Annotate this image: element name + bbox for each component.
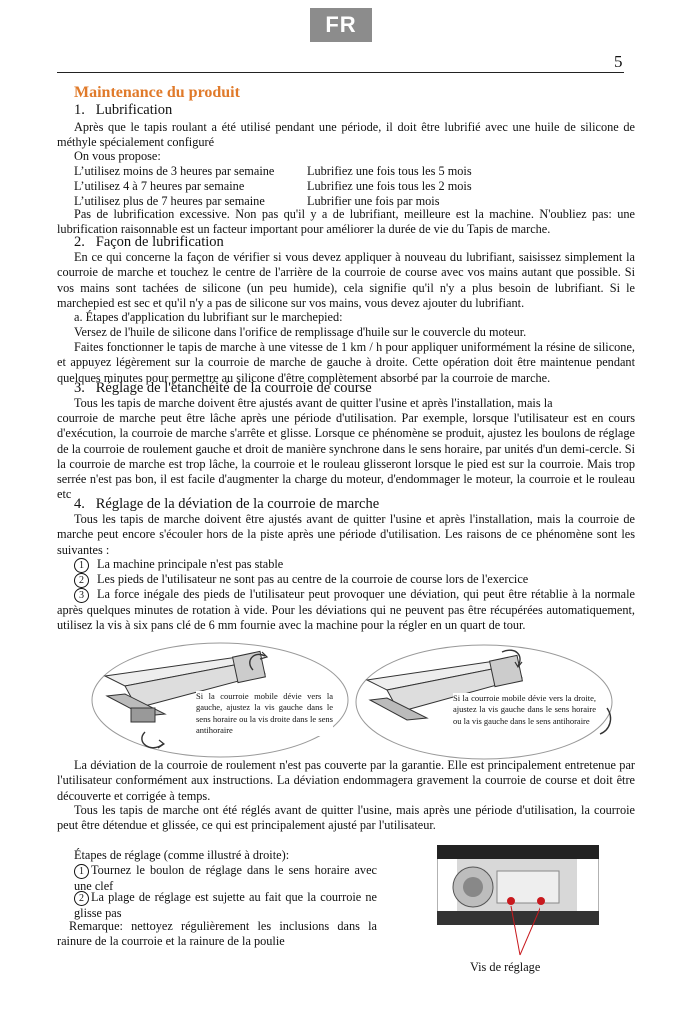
- schedule-use-3: L’utilisez plus de 7 heures par semaine: [74, 194, 265, 208]
- reason-1: 1 La machine principale n'est pas stable: [74, 557, 283, 573]
- reason-3: 3 La force inégale des pieds de l'utilisateur peut provoquer une déviation, qui peut être rétablie à la normale après quelques minutes de rotation à vide. Pour les déviations qui ne peuvent pas être récupérées automatiquement, utilisez la vis à six pans clé de 6 mm fournie avec la machine pour la régler en un quart de tour.: [57, 587, 635, 632]
- language-badge: FR: [310, 8, 372, 42]
- rotate-arrow-icon-2: [142, 732, 163, 748]
- s4-paragraph-1: Tous les tapis de marche doivent être ajustés avant de quitter l'usine et après l'installation, mais la courroie de marche peut encore s'écouler hors de la piste après une période d'utilisation. Les raisons de ce phénomène sont les suivantes :: [57, 512, 635, 557]
- heading-etancheite: 3. Réglage de l'étanchéité de la courroie de course: [74, 380, 372, 396]
- circled-number-1: 1: [74, 558, 89, 573]
- remark: Remarque: nettoyez régulièrement les inclusions dans la rainure de la courroie et la rainure de la poulie: [57, 919, 377, 949]
- pointer-lines: [500, 900, 540, 960]
- step-1: 1 Tournez le boulon de réglage dans le sens horaire avec une clef: [74, 863, 377, 893]
- s2-paragraph-2: Versez de l'huile de silicone dans l'orifice de remplissage d'huile sur le couvercle du moteur.: [74, 325, 527, 339]
- s2-step-a: a. Étapes d'application du lubrifiant sur le marchepied:: [74, 310, 343, 324]
- s4-paragraph-2: La déviation de la courroie de roulement n'est pas couverte par la garantie. Elle est principalement entretenue par l'utilisateur conformément aux instructions. La déviation endommagera gravement la courroie de course et doit être découverte et corrigée à temps.: [57, 758, 635, 803]
- s1-paragraph-1: Après que le tapis roulant a été utilisé pendant une période, il doit être lubrifié avec une huile de silicone de méthyle spécialement configuré: [57, 120, 635, 150]
- s1-paragraph-2: Pas de lubrification excessive. Non pas qu'il y a de lubrifiant, meilleure est la machine. N'oubliez pas: une lubrification raisonnable est un facteur important pour améliorer la durée de vie du Tapis de marche.: [57, 207, 635, 237]
- schedule-advice-1: Lubrifiez une fois tous les 5 mois: [307, 164, 472, 178]
- s1-propose: On vous propose:: [74, 149, 161, 163]
- step-2: 2 La plage de réglage est sujette au fait que la courroie ne glisse pas: [74, 890, 377, 920]
- s2-paragraph-1: En ce qui concerne la façon de vérifier si vous devez appliquer à nouveau du lubrifiant, saisissez simplement la courroie de marche et touchez le centre de l'arrière de la courroie de course avec vos mains autant que possible. Si vos mains sont tachées de silicone (un peu humide), cela signifie qu'il n'y a plus besoin de lubrifiant. Si le marchepied est sec et qu'il n'y a pas de silicone sur vos mains, vous devez ajouter du lubrifiant.: [57, 250, 635, 310]
- heading-facon-lubrification: 2. Façon de lubrification: [74, 234, 224, 250]
- s3-paragraph-1: courroie de marche peut être lâche après une période d'utilisation. Par exemple, lorsque l'utilisateur est en cours d'exécution, la courroie de marche s'arrête et glisse. Lorsque ce phénomène se produit, ajustez les boulons de réglage de la courroie de roulement gauche et droit de manière synchrone dans le sens horaire, par unités d'un demi-cercle. Si la courroie de marche est trop lâche, la courroie et le rouleau glisseront lorsque le pied est sur la courroie. Mais trop serrée n'est pas bon, il est facile d'augmenter la charge du moteur, d'endommager le moteur, la courroie et le rouleau etc: [57, 411, 635, 502]
- reason-2: 2 Les pieds de l'utilisateur ne sont pas au centre de la courroie de course lors de l'exercice: [74, 572, 528, 588]
- s2-paragraph-3: Faites fonctionner le tapis de marche à une vitesse de 1 km / h pour appliquer uniformément la résine de silicone, et appuyez légèrement sur la courroie de marche de gauche à droite. Cette opération doit être maintenue pendant quelques minutes pour permettre au silicone d'être complètement absorbé par la courroie de marche.: [57, 340, 635, 385]
- page-number: 5: [614, 52, 623, 71]
- header-rule: [57, 72, 624, 73]
- caption-left: Si la courroie mobile dévie vers la gauche, ajustez la vis gauche dans le sens horaire ou la vis droite dans le sens antihoraire: [196, 691, 333, 735]
- schedule-advice-2: Lubrifiez une fois tous les 2 mois: [307, 179, 472, 193]
- steps-title: Étapes de réglage (comme illustré à droite):: [74, 848, 290, 862]
- s4-paragraph-3: Tous les tapis de marche ont été réglés avant de quitter l'usine, mais après une période d'utilisation, la courroie peut être détendue et glissée, ce qui est principalement ajusté par l'utilisateur.: [57, 803, 635, 833]
- schedule-advice-3: Lubrifier une fois par mois: [307, 194, 440, 208]
- schedule-use-1: L’utilisez moins de 3 heures par semaine: [74, 164, 275, 178]
- caption-right: Si la courroie mobile dévie vers la droite, ajustez la vis gauche dans le sens horaire ou la vis gauche dans le sens antihoraire: [453, 693, 596, 726]
- schedule-use-2: L’utilisez 4 à 7 heures par semaine: [74, 179, 245, 193]
- section-title: Maintenance du produit: [74, 84, 240, 101]
- circled-number-2: 2: [74, 573, 89, 588]
- heading-lubrification: 1. Lubrification: [74, 102, 173, 118]
- photo-caption: Vis de réglage: [470, 960, 541, 974]
- heading-deviation: 4. Réglage de la déviation de la courroie de marche: [74, 496, 380, 512]
- s3-line-1: Tous les tapis de marche doivent être ajustés avant de quitter l'usine et après l'installation, mais la: [74, 396, 553, 410]
- circled-number-3: 3: [74, 588, 89, 603]
